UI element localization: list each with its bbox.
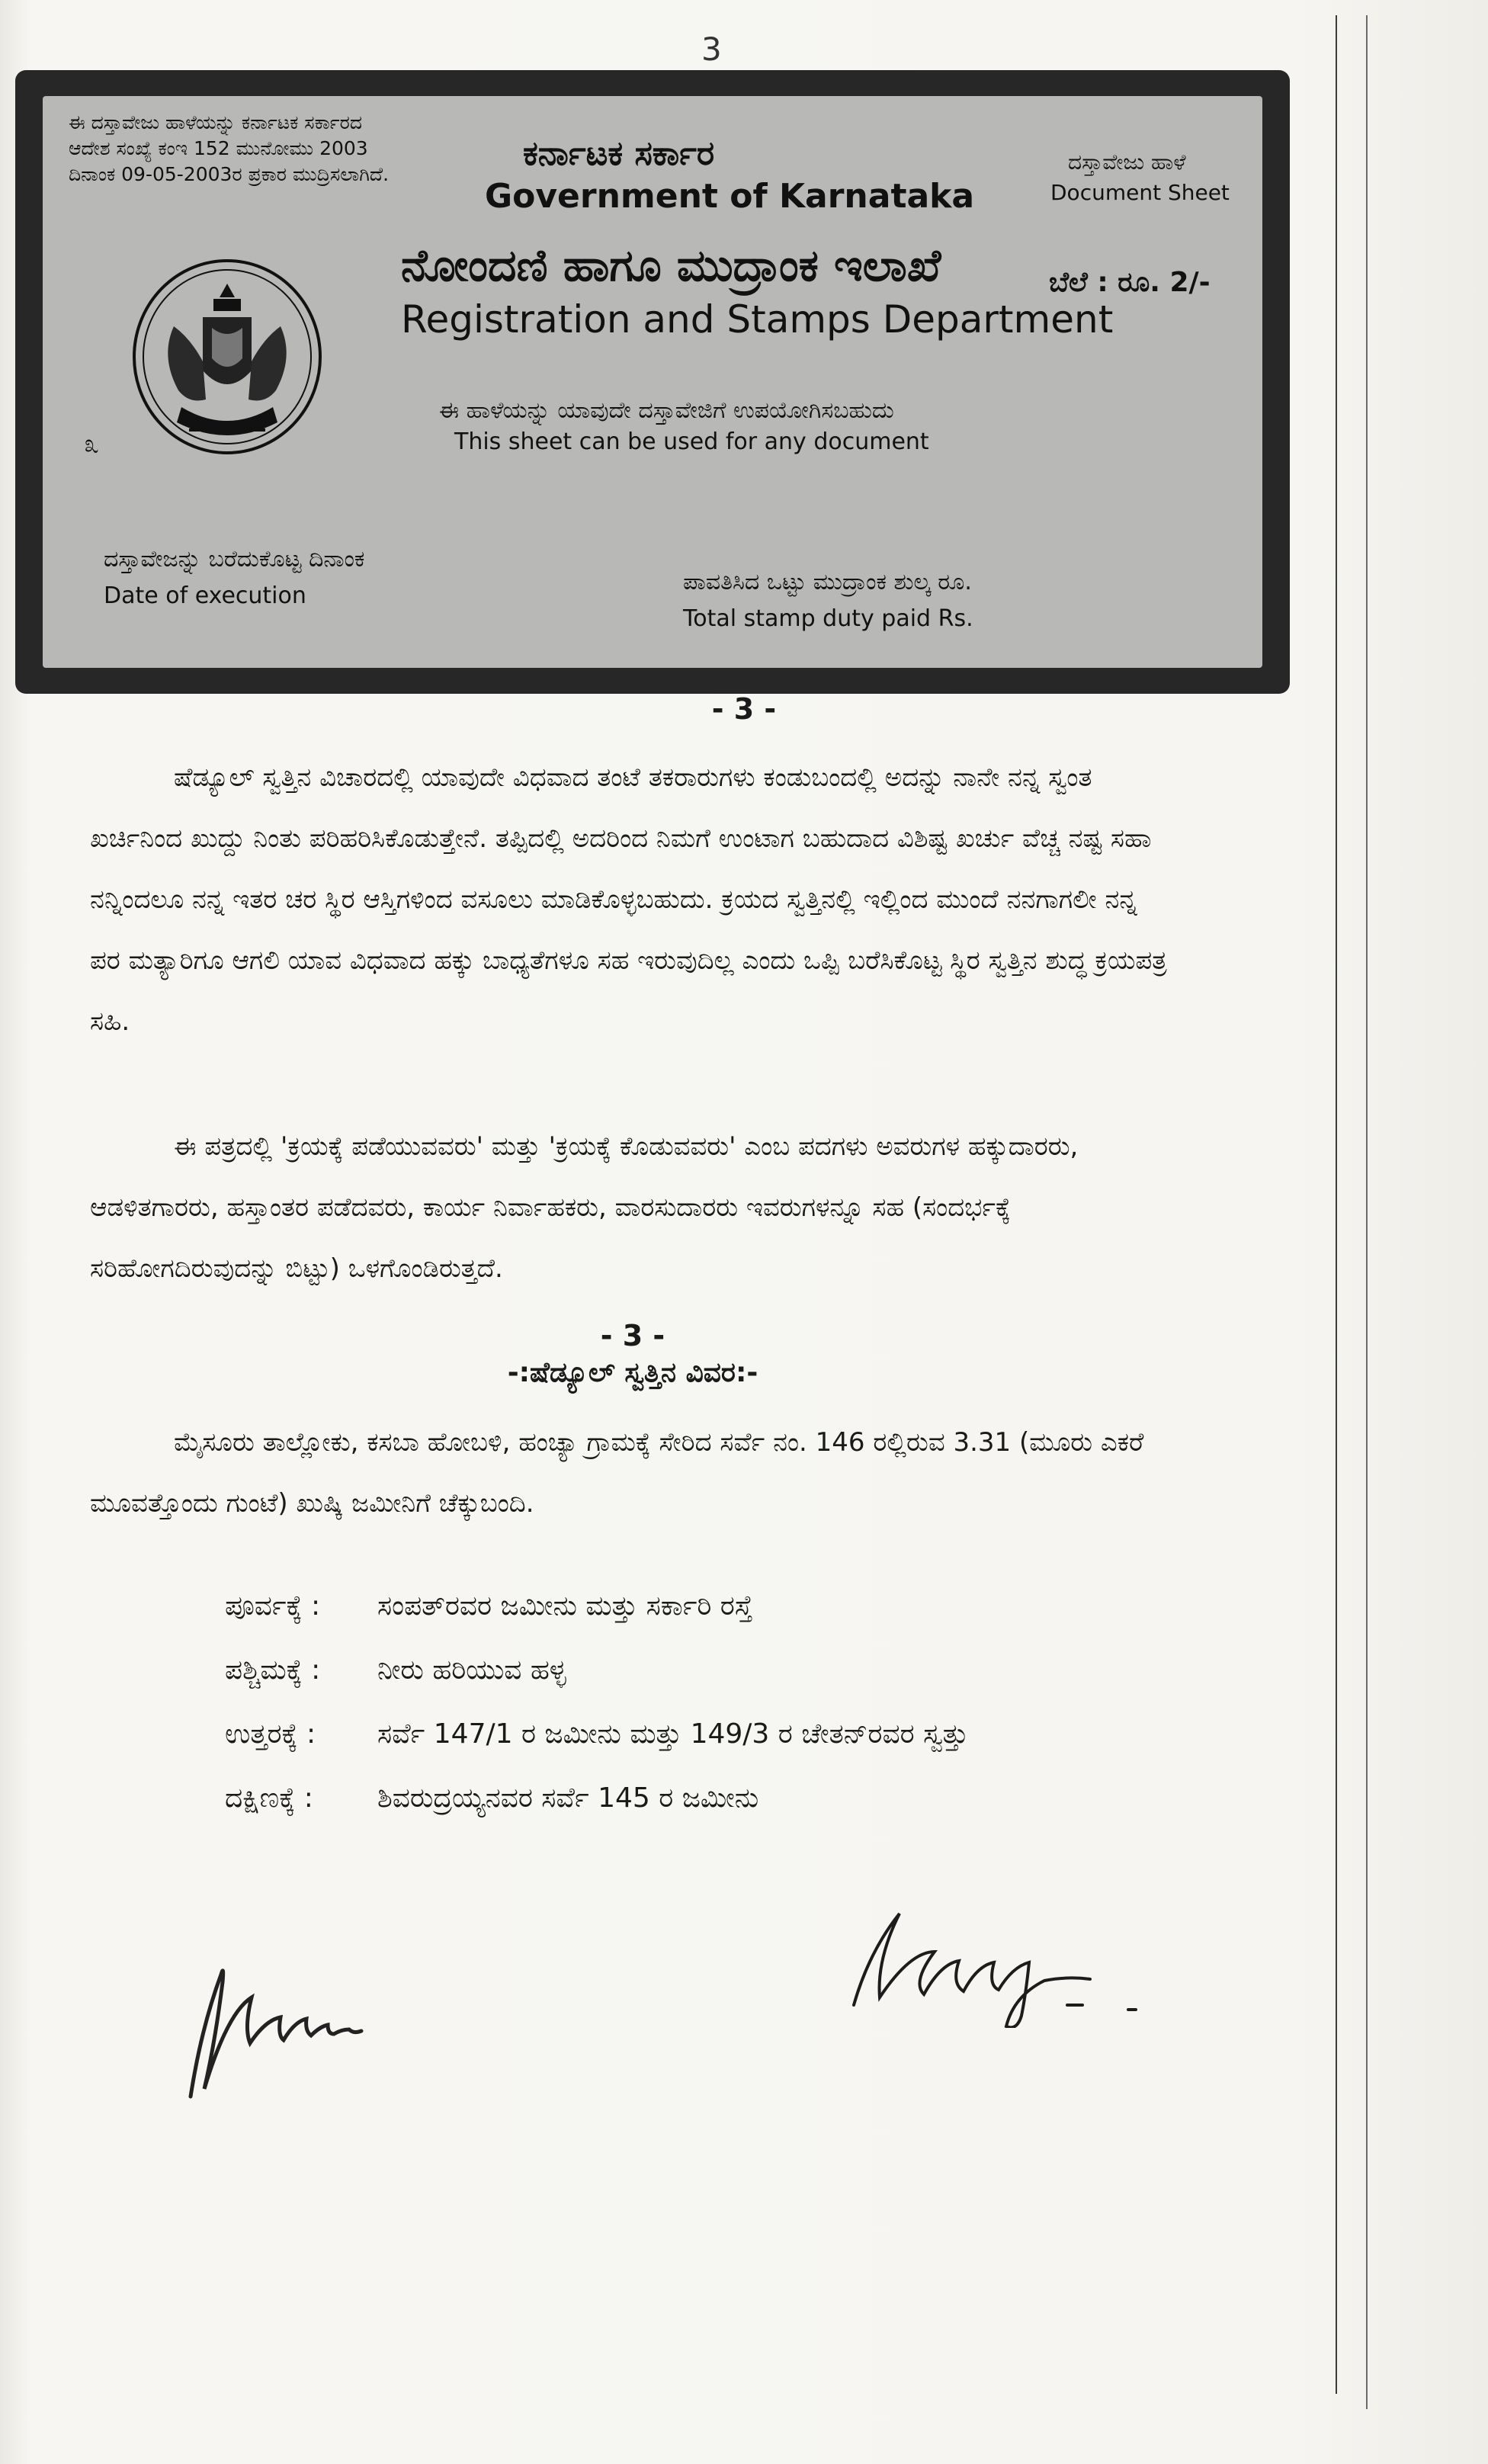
notification-line-2: ಆದೇಶ ಸಂಖ್ಯೆ ಕಂಇ 152 ಮುನೋಮು 2003 [69,137,368,159]
usage-note-kannada: ಈ ಹಾಳೆಯನ್ನು ಯಾವುದೇ ದಸ್ತಾವೇಜಿಗೆ ಉಪಯೋಗಿಸಬಹುದು [439,397,894,424]
boundary-west: ಪಶ್ಚಿಮಕ್ಕೆ : ನೀರು ಹರಿಯುವ ಹಳ್ಳ [225,1654,566,1686]
handwritten-page-note: 3 [701,30,723,68]
margin-line [1366,15,1368,2409]
signature-buyer-icon [823,1891,1189,2028]
notification-line-3: ದಿನಾಂಕ 09-05-2003ರ ಪ್ರಕಾರ ಮುದ್ರಿಸಲಾಗಿದೆ. [69,163,390,185]
notification-line-1: ಈ ದಸ್ತಾವೇಜು ಹಾಳೆಯನ್ನು ಕರ್ನಾಟಕ ಸರ್ಕಾರದ [69,111,362,133]
signature-seller-icon [168,1952,488,2112]
boundary-south: ದಕ್ಷಿಣಕ್ಕೆ : ಶಿವರುದ್ರಯ್ಯನವರ ಸರ್ವೆ 145 ರ ಜಮೀನು [225,1782,759,1814]
execution-date-kannada: ದಸ್ತಾವೇಜನ್ನು ಬರೆದುಕೊಟ್ಟ ದಿನಾಂಕ [104,546,365,573]
dept-name-kannada: ನೋಂದಣಿ ಹಾಗೂ ಮುದ್ರಾಂಕ ಇಲಾಖೆ [401,239,941,291]
state-emblem-icon [128,258,326,456]
boundary-east: ಪೂರ್ವಕ್ಕೆ : ಸಂಪತ್‌ರವರ ಜಮೀನು ಮತ್ತು ಸರ್ಕಾರಿ ರಸ್ತೆ [225,1590,753,1622]
page-number: - 3 - [711,692,777,726]
schedule-description: ಮೈಸೂರು ತಾಲ್ಲೋಕು, ಕಸಬಾ ಹೋಬಳಿ, ಹಂಚ್ಯಾ ಗ್ರಾಮಕ್ಕೆ ಸೇರಿದ ಸರ್ವೆ ನಂ. 146 ರಲ್ಲಿರುವ 3.31 (ಮೂರು ಎಕರೆ ಮೂವತ್ತೊಂದು ಗುಂಟೆ) ಖುಷ್ಕಿ ಜಮೀನಿಗೆ ಚೆಕ್ಕುಬಂದಿ. [90,1427,1144,1519]
paragraph-2: ಈ ಪತ್ರದಲ್ಲಿ 'ಕ್ರಯಕ್ಕೆ ಪಡೆಯುವವರು' ಮತ್ತು 'ಕ್ರಯಕ್ಕೆ ಕೊಡುವವರು' ಎಂಬ ಪದಗಳು ಅವರುಗಳ ಹಕ್ಕುದಾರರು, ಆಡಳಿತಗಾರರು, ಹಸ್ತಾಂತರ ಪಡೆದವರು, ಕಾರ್ಯ ನಿರ್ವಾಹಕರು, ವಾರಸುದಾರರು ಇವರುಗಳನ್ನೂ ಸಹ (ಸಂದರ್ಭಕ್ಕೆ ಸರಿಹೋಗದಿರುವುದನ್ನು ಬಿಟ್ಟು) ಒಳಗೊಂಡಿರುತ್ತದೆ. [90,1131,1079,1284]
stamp-duty-english: Total stamp duty paid Rs. [683,605,973,632]
serial-mark: ೩ [84,428,100,460]
boundary-north: ಉತ್ತರಕ್ಕೆ : ಸರ್ವೆ 147/1 ರ ಜಮೀನು ಮತ್ತು 149/3 ರ ಚೇತನ್‌ರವರ ಸ್ವತ್ತು [225,1718,969,1750]
execution-date-english: Date of execution [104,582,306,609]
govt-name-english: Government of Karnataka [485,177,975,216]
sheet-price: ಬೆಲೆ : ರೂ. 2/- [1049,267,1211,298]
dept-name-english: Registration and Stamps Department [401,297,1114,342]
doc-sheet-english: Document Sheet [1050,180,1230,205]
stamp-duty-kannada: ಪಾವತಿಸಿದ ಒಟ್ಟು ಮುದ್ರಾಂಕ ಶುಲ್ಕ ರೂ. [683,569,972,595]
schedule-heading: -:ಷೆಡ್ಯೂಲ್ ಸ್ವತ್ತಿನ ವಿವರ:- [507,1357,758,1388]
schedule-page-number: - 3 - [600,1319,665,1352]
govt-name-kannada: ಕರ್ನಾಟಕ ಸರ್ಕಾರ [523,134,715,173]
usage-note-english: This sheet can be used for any document [454,428,929,455]
stamp-paper-header [15,70,1290,694]
doc-sheet-kannada: ದಸ್ತಾವೇಜು ಹಾಳೆ [1068,149,1186,175]
paragraph-1: ಷೆಡ್ಯೂಲ್ ಸ್ವತ್ತಿನ ವಿಚಾರದಲ್ಲಿ ಯಾವುದೇ ವಿಧವಾದ ತಂಟೆ ತಕರಾರುಗಳು ಕಂಡುಬಂದಲ್ಲಿ ಅದನ್ನು ನಾನೇ ನನ್ನ ಸ್ವಂತ ಖರ್ಚಿನಿಂದ ಖುದ್ದು ನಿಂತು ಪರಿಹರಿಸಿಕೊಡುತ್ತೇನೆ. ತಪ್ಪಿದಲ್ಲಿ ಅದರಿಂದ ನಿಮಗೆ ಉಂಟಾಗ ಬಹುದಾದ ವಿಶಿಷ್ಟ ಖರ್ಚು ವೆಚ್ಚ ನಷ್ಟ ಸಹಾ ನನ್ನಿಂದಲೂ ನನ್ನ ಇತರ ಚರ ಸ್ಥಿರ ಆಸ್ತಿಗಳಿಂದ ವಸೂಲು ಮಾಡಿಕೊಳ್ಳಬಹುದು. ಕ್ರಯದ ಸ್ವತ್ತಿನಲ್ಲಿ ಇಲ್ಲಿಂದ ಮುಂದೆ ನನಗಾಗಲೀ ನನ್ನ ಪರ ಮತ್ಯಾರಿಗೂ ಆಗಲಿ ಯಾವ ವಿಧವಾದ ಹಕ್ಕು ಬಾಧ್ಯತೆಗಳೂ ಸಹ ಇರುವುದಿಲ್ಲ ಎಂದು ಒಪ್ಪಿ ಬರೆಸಿಕೊಟ್ಟ ಸ್ಥಿರ ಸ್ವತ್ತಿನ ಶುದ್ಧ ಕ್ರಯಪತ್ರ ಸಹಿ. [90,762,1167,1037]
margin-line [1336,15,1337,2394]
